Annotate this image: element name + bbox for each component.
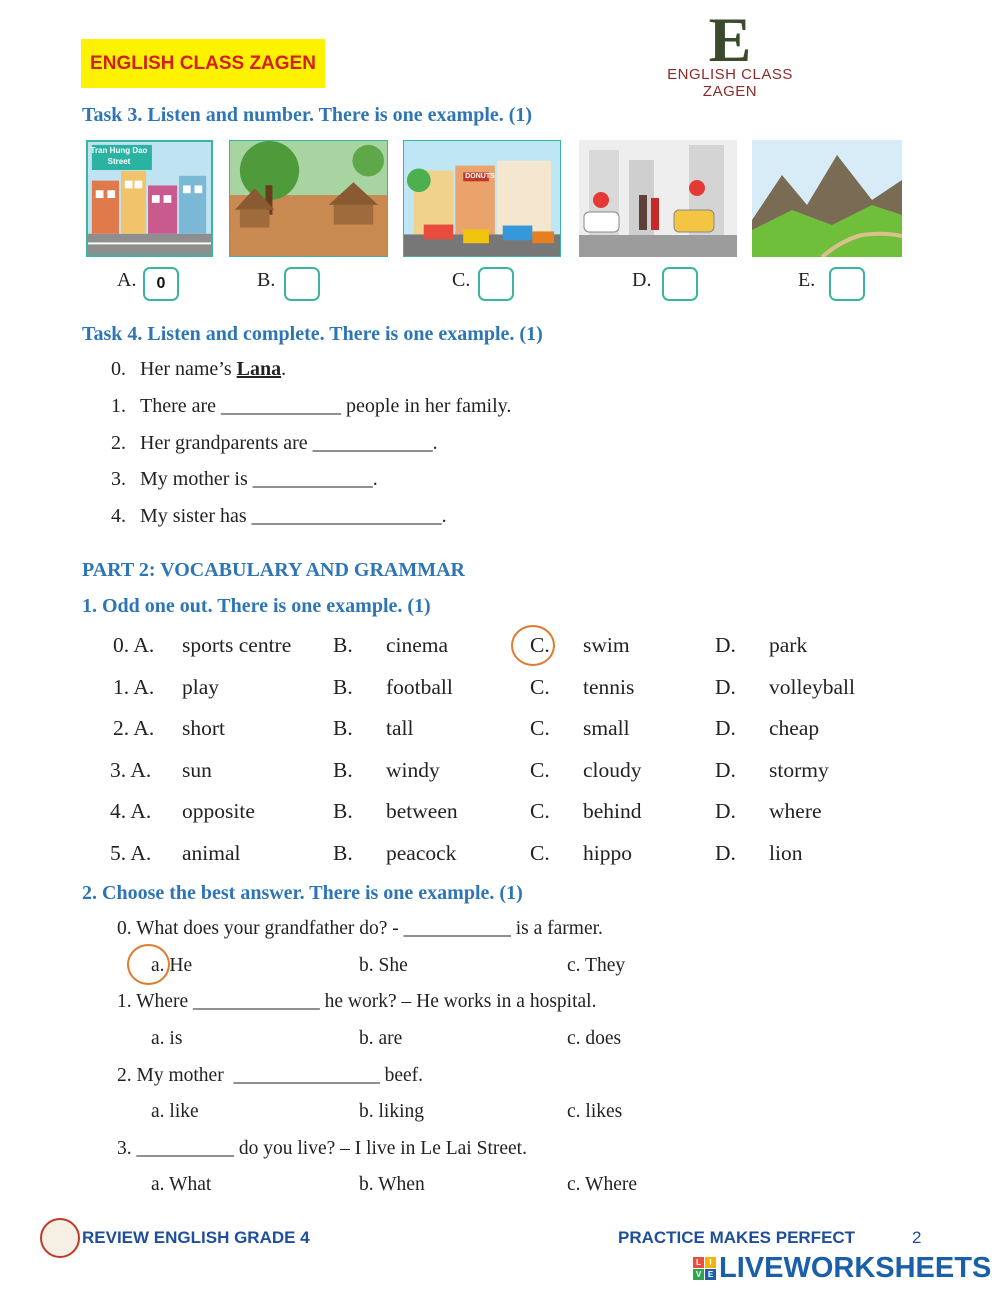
odd-row-4-b-letter: B. (333, 799, 353, 823)
item-text[interactable]: My mother is ____________. (140, 468, 378, 490)
odd-row-2-d[interactable]: cheap (769, 716, 820, 740)
q3-option-b[interactable]: b. When (359, 1174, 425, 1195)
odd-row-2-num: 2. A. (113, 716, 155, 740)
liveworksheets-brand[interactable] (693, 1252, 991, 1285)
odd-row-5-b[interactable]: peacock (386, 841, 457, 865)
odd-row-4-d[interactable]: where (769, 799, 822, 823)
footer-logo (40, 1218, 80, 1258)
odd-row-4-c[interactable]: behind (583, 799, 642, 823)
question-3: 3. __________ do you live? – I live in Le Lai Street. (117, 1138, 527, 1159)
odd-row-2-c[interactable]: small (583, 716, 630, 740)
odd-row-5-b-letter: B. (333, 841, 353, 865)
odd-row-4-b[interactable]: between (386, 799, 458, 823)
logo-text: ENGLISH CLASS ZAGEN (667, 66, 793, 100)
odd-row-5-c-letter: C. (530, 841, 550, 865)
question-0: 0. What does your grandfather do? - ___________ is a farmer. (117, 918, 603, 939)
odd-row-1-a[interactable]: play (182, 675, 220, 699)
answer-box-a[interactable]: 0 (143, 267, 179, 301)
q1-option-c[interactable]: c. does (567, 1028, 622, 1049)
odd-row-1-d[interactable]: volleyball (769, 675, 855, 699)
odd-row-5-c[interactable]: hippo (583, 841, 632, 865)
item-text[interactable]: There are ____________ people in her family. (140, 395, 512, 417)
item-number: 4. (111, 505, 126, 527)
odd-row-4-a[interactable]: opposite (182, 799, 255, 823)
item-number: 2. (111, 432, 126, 454)
item-number: 0. (111, 358, 126, 380)
answer-box-c[interactable] (478, 267, 514, 301)
odd-row-3-d-letter: D. (715, 758, 736, 782)
task4-item-4 (111, 505, 447, 528)
odd-row-3-c-letter: C. (530, 758, 550, 782)
odd-row-0-b[interactable]: cinema (386, 633, 449, 657)
odd-row-2-a[interactable]: short (182, 716, 225, 740)
odd-row-3-b[interactable]: windy (386, 758, 440, 782)
class-logo (640, 4, 820, 100)
q2-option-c[interactable]: c. likes (567, 1101, 623, 1122)
page-number: 2 (912, 1228, 922, 1247)
logo-letter: E (708, 4, 752, 75)
odd-row-5-d[interactable]: lion (769, 841, 803, 865)
q3-option-a[interactable]: a. What (151, 1174, 212, 1195)
task4-item-3 (111, 468, 378, 491)
odd-row-0-b-letter: B. (333, 633, 353, 657)
odd-row-1-b-letter: B. (333, 675, 353, 699)
task3-title: Task 3. Listen and number. There is one example. (1) (82, 104, 533, 126)
liveworksheets-text: LIVEWORKSHEETS (719, 1252, 992, 1284)
option-label-d: D. (632, 269, 652, 291)
q1-option-a[interactable]: a. is (151, 1028, 183, 1049)
item-number: 1. (111, 395, 126, 417)
footer-left-text: REVIEW ENGLISH GRADE 4 (82, 1228, 310, 1247)
odd-row-3-c[interactable]: cloudy (583, 758, 642, 782)
mountain-picture (752, 140, 902, 257)
option-label-a: A. (117, 269, 137, 291)
question-1: 1. Where _____________ he work? – He works in a hospital. (117, 991, 597, 1012)
item-end: . (281, 358, 287, 380)
odd-row-0-c[interactable]: swim (583, 633, 630, 657)
footer-right-text: PRACTICE MAKES PERFECT (618, 1228, 856, 1247)
task4-item-0 (111, 358, 286, 381)
odd-row-1-c[interactable]: tennis (583, 675, 635, 699)
odd-row-1-c-letter: C. (530, 675, 550, 699)
odd-row-2-b-letter: B. (333, 716, 353, 740)
part2-title: PART 2: VOCABULARY AND GRAMMAR (82, 559, 465, 581)
countryside-picture (229, 140, 388, 257)
traffic-jam-picture (579, 140, 737, 257)
odd-row-4-c-letter: C. (530, 799, 550, 823)
odd-row-1-num: 1. A. (113, 675, 155, 699)
street-sign: Tran Hung Dao Street (90, 146, 148, 166)
odd-row-0-d-letter: D. (715, 633, 736, 657)
odd-row-0-d[interactable]: park (769, 633, 808, 657)
odd-row-2-c-letter: C. (530, 716, 550, 740)
odd-row-3-num: 3. A. (110, 758, 152, 782)
odd-row-3-b-letter: B. (333, 758, 353, 782)
task4-item-1 (111, 395, 511, 418)
q2-option-b[interactable]: b. liking (359, 1101, 425, 1122)
q1-option-b[interactable]: b. are (359, 1028, 403, 1049)
option-label-b: B. (257, 269, 276, 291)
odd-row-4-num: 4. A. (110, 799, 152, 823)
option-label-e: E. (798, 269, 816, 291)
answer-box-e[interactable] (829, 267, 865, 301)
option-label-c: C. (452, 269, 471, 291)
q0-option-a[interactable]: a. He (151, 955, 193, 976)
odd-row-2-b[interactable]: tall (386, 716, 414, 740)
item-text: Her name’s (140, 358, 237, 380)
odd-row-3-a[interactable]: sun (182, 758, 212, 782)
odd-row-0-a[interactable]: sports centre (182, 633, 292, 657)
item-number: 3. (111, 468, 126, 490)
example-answer: Lana (236, 358, 282, 380)
odd-row-2-d-letter: D. (715, 716, 736, 740)
odd-row-0-num: 0. A. (113, 633, 155, 657)
liveworksheets-icon: L I V E (693, 1257, 716, 1280)
odd-row-1-b[interactable]: football (386, 675, 453, 699)
donuts-sign: DONUTS (465, 173, 495, 180)
class-banner: ENGLISH CLASS ZAGEN (81, 39, 325, 88)
odd-row-3-d[interactable]: stormy (769, 758, 829, 782)
q3-option-c[interactable]: c. Where (567, 1174, 638, 1195)
odd-row-4-d-letter: D. (715, 799, 736, 823)
odd-row-0-c-letter: C. (530, 633, 550, 657)
city-picture (403, 140, 561, 257)
q0-option-b[interactable]: b. She (359, 955, 408, 976)
odd-row-1-d-letter: D. (715, 675, 736, 699)
answer-box-b[interactable] (284, 267, 320, 301)
question-2: 2. My mother _______________ beef. (117, 1065, 424, 1086)
task4-title: Task 4. Listen and complete. There is one example. (1) (82, 323, 543, 345)
odd-row-5-num: 5. A. (110, 841, 152, 865)
q0-option-c[interactable]: c. They (567, 955, 626, 976)
answer-box-d[interactable] (662, 267, 698, 301)
task4-item-2 (111, 432, 438, 455)
item-text[interactable]: Her grandparents are ____________. (140, 432, 438, 454)
odd-one-out-title: 1. Odd one out. There is one example. (1) (82, 595, 431, 617)
odd-row-5-d-letter: D. (715, 841, 736, 865)
item-text[interactable]: My sister has ___________________. (140, 505, 447, 527)
odd-row-5-a[interactable]: animal (182, 841, 241, 865)
choose-title: 2. Choose the best answer. There is one example. (1) (82, 882, 523, 904)
q2-option-a[interactable]: a. like (151, 1101, 199, 1122)
